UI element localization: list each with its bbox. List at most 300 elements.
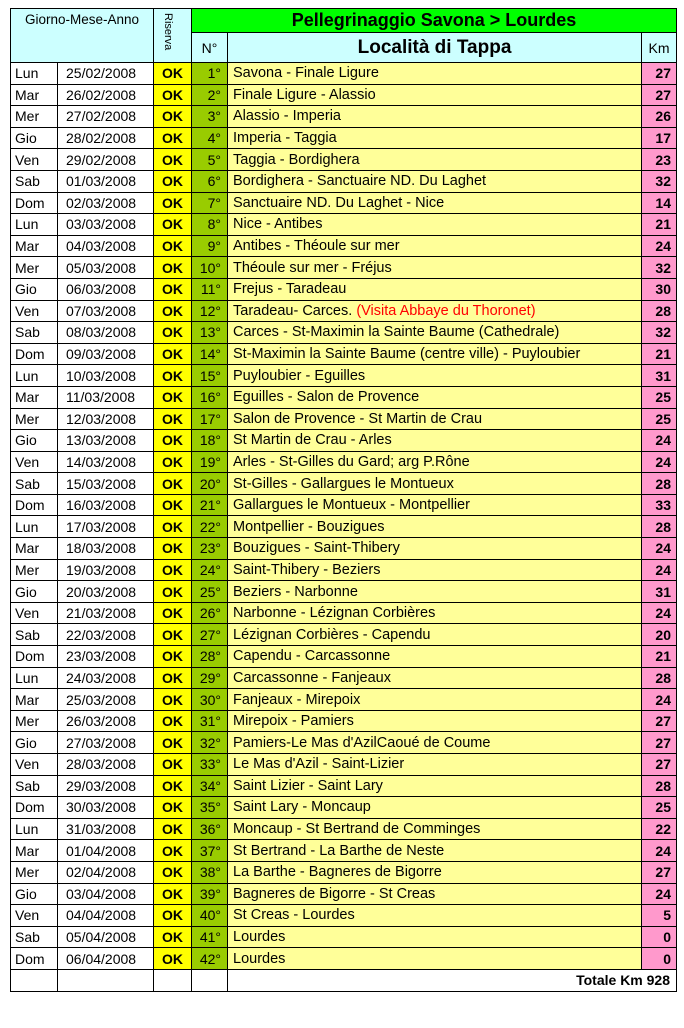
riserva-ok-cell: OK [154, 905, 192, 927]
table-row [11, 559, 677, 581]
route-text: Pamiers-Le Mas d'AzilCaoué de Coume [233, 734, 491, 751]
stage-number-cell: 20° [192, 473, 228, 495]
km-cell: 22 [642, 818, 677, 840]
km-cell: 24 [642, 559, 677, 581]
table-row [11, 451, 677, 473]
day-cell: Mar [11, 689, 58, 711]
route-cell [228, 451, 642, 473]
km-cell: 24 [642, 430, 677, 452]
riserva-ok-cell: OK [154, 214, 192, 236]
date-cell: 06/04/2008 [58, 948, 154, 970]
riserva-ok-cell: OK [154, 473, 192, 495]
stage-number-cell: 42° [192, 948, 228, 970]
table-row [11, 797, 677, 819]
route-text: La Barthe - Bagneres de Bigorre [233, 864, 442, 881]
route-text: Antibes - Théoule sur mer [233, 238, 400, 255]
date-cell: 25/03/2008 [58, 689, 154, 711]
riserva-ok-cell: OK [154, 861, 192, 883]
km-cell: 23 [642, 149, 677, 171]
riserva-ok-cell: OK [154, 732, 192, 754]
route-text: Sanctuaire ND. Du Laghet - Nice [233, 194, 445, 211]
km-cell: 27 [642, 861, 677, 883]
km-cell: 0 [642, 926, 677, 948]
date-cell: 16/03/2008 [58, 494, 154, 516]
day-cell: Gio [11, 127, 58, 149]
stage-number-cell: 6° [192, 170, 228, 192]
header-giorno-mese-anno: Giorno-Mese-Anno [11, 9, 154, 63]
table-row [11, 861, 677, 883]
day-cell: Dom [11, 192, 58, 214]
day-cell: Mer [11, 710, 58, 732]
route-cell [228, 235, 642, 257]
day-cell: Mer [11, 408, 58, 430]
riserva-ok-cell: OK [154, 624, 192, 646]
route-cell [228, 602, 642, 624]
route-cell [228, 214, 642, 236]
route-cell [228, 624, 642, 646]
stage-number-cell: 41° [192, 926, 228, 948]
table-row [11, 322, 677, 344]
stage-number-cell: 17° [192, 408, 228, 430]
day-cell: Ven [11, 300, 58, 322]
riserva-ok-cell: OK [154, 106, 192, 128]
stage-number-cell: 18° [192, 430, 228, 452]
km-cell: 24 [642, 538, 677, 560]
stage-number-cell: 19° [192, 451, 228, 473]
riserva-ok-cell: OK [154, 149, 192, 171]
date-cell: 25/02/2008 [58, 63, 154, 85]
day-cell: Lun [11, 516, 58, 538]
day-cell: Dom [11, 797, 58, 819]
route-text: Carcassonne - Fanjeaux [233, 669, 391, 686]
km-cell: 0 [642, 948, 677, 970]
km-cell: 25 [642, 408, 677, 430]
route-text: Finale Ligure - Alassio [233, 86, 376, 103]
km-cell: 30 [642, 278, 677, 300]
route-text: Saint Lizier - Saint Lary [233, 777, 383, 794]
date-cell: 11/03/2008 [58, 386, 154, 408]
table-row [11, 430, 677, 452]
table-row [11, 257, 677, 279]
date-cell: 30/03/2008 [58, 797, 154, 819]
total-km: Totale Km 928 [228, 969, 677, 991]
stage-number-cell: 4° [192, 127, 228, 149]
stage-number-cell: 33° [192, 754, 228, 776]
day-cell: Mer [11, 257, 58, 279]
table-row [11, 883, 677, 905]
route-cell [228, 775, 642, 797]
stage-number-cell: 24° [192, 559, 228, 581]
km-cell: 24 [642, 883, 677, 905]
route-cell [228, 667, 642, 689]
km-cell: 28 [642, 473, 677, 495]
stage-number-cell: 14° [192, 343, 228, 365]
table-row [11, 602, 677, 624]
stage-number-cell: 29° [192, 667, 228, 689]
route-cell [228, 343, 642, 365]
stage-number-cell: 34° [192, 775, 228, 797]
route-text: Imperia - Taggia [233, 130, 337, 147]
km-cell: 25 [642, 386, 677, 408]
day-cell: Gio [11, 278, 58, 300]
date-cell: 28/03/2008 [58, 754, 154, 776]
day-cell: Mer [11, 861, 58, 883]
km-cell: 24 [642, 602, 677, 624]
route-text: Beziers - Narbonne [233, 583, 358, 600]
route-text: Puyloubier - Eguilles [233, 367, 366, 384]
route-text: Bouzigues - Saint-Thibery [233, 540, 400, 557]
km-cell: 28 [642, 300, 677, 322]
total-blank-cell [192, 969, 228, 991]
km-cell: 31 [642, 365, 677, 387]
itinerary-table [10, 8, 677, 992]
route-cell [228, 840, 642, 862]
km-cell: 24 [642, 689, 677, 711]
riserva-ok-cell: OK [154, 840, 192, 862]
route-cell [228, 494, 642, 516]
date-cell: 02/03/2008 [58, 192, 154, 214]
table-row [11, 408, 677, 430]
km-cell: 28 [642, 775, 677, 797]
stage-number-cell: 32° [192, 732, 228, 754]
km-cell: 31 [642, 581, 677, 603]
route-cell [228, 473, 642, 495]
table-row [11, 149, 677, 171]
route-text: St Bertrand - La Barthe de Neste [233, 842, 445, 859]
riserva-ok-cell: OK [154, 754, 192, 776]
route-cell [228, 905, 642, 927]
route-text: Salon de Provence - St Martin de Crau [233, 410, 483, 427]
table-row [11, 926, 677, 948]
date-cell: 26/02/2008 [58, 84, 154, 106]
km-cell: 32 [642, 257, 677, 279]
riserva-ok-cell: OK [154, 883, 192, 905]
day-cell: Mar [11, 84, 58, 106]
day-cell: Lun [11, 818, 58, 840]
route-cell [228, 559, 642, 581]
date-cell: 18/03/2008 [58, 538, 154, 560]
route-cell [228, 538, 642, 560]
day-cell: Dom [11, 494, 58, 516]
riserva-ok-cell: OK [154, 322, 192, 344]
km-cell: 27 [642, 732, 677, 754]
table-row [11, 516, 677, 538]
table-row [11, 63, 677, 85]
day-cell: Ven [11, 905, 58, 927]
day-cell: Sab [11, 322, 58, 344]
date-cell: 09/03/2008 [58, 343, 154, 365]
route-text: Arles - St-Gilles du Gard; arg P.Rône [233, 453, 470, 470]
day-cell: Sab [11, 624, 58, 646]
date-cell: 29/02/2008 [58, 149, 154, 171]
km-cell: 28 [642, 516, 677, 538]
table-row [11, 386, 677, 408]
km-cell: 33 [642, 494, 677, 516]
table-row [11, 343, 677, 365]
route-text: Savona - Finale Ligure [233, 65, 379, 82]
route-cell [228, 732, 642, 754]
total-row [11, 969, 677, 991]
route-text: Lourdes [233, 950, 286, 967]
stage-number-cell: 7° [192, 192, 228, 214]
day-cell: Mer [11, 559, 58, 581]
riserva-ok-cell: OK [154, 63, 192, 85]
table-row [11, 646, 677, 668]
day-cell: Lun [11, 667, 58, 689]
day-cell: Ven [11, 754, 58, 776]
stage-number-cell: 39° [192, 883, 228, 905]
riserva-ok-cell: OK [154, 84, 192, 106]
route-note: (Visita Abbaye du Thoronet) [356, 302, 536, 319]
date-cell: 22/03/2008 [58, 624, 154, 646]
km-cell: 21 [642, 646, 677, 668]
km-cell: 14 [642, 192, 677, 214]
route-cell [228, 797, 642, 819]
route-text: Narbonne - Lézignan Corbières [233, 605, 436, 622]
date-cell: 04/03/2008 [58, 235, 154, 257]
table-row [11, 278, 677, 300]
route-cell [228, 430, 642, 452]
day-cell: Ven [11, 602, 58, 624]
riserva-ok-cell: OK [154, 365, 192, 387]
route-cell [228, 710, 642, 732]
day-cell: Dom [11, 343, 58, 365]
stage-number-cell: 16° [192, 386, 228, 408]
total-blank-cell [11, 969, 58, 991]
stage-number-cell: 10° [192, 257, 228, 279]
route-cell [228, 646, 642, 668]
route-text: Nice - Antibes [233, 216, 323, 233]
route-cell [228, 883, 642, 905]
riserva-ok-cell: OK [154, 926, 192, 948]
stage-number-cell: 23° [192, 538, 228, 560]
date-cell: 27/02/2008 [58, 106, 154, 128]
route-text: Montpellier - Bouzigues [233, 518, 385, 535]
total-blank-cell [58, 969, 154, 991]
stage-number-cell: 31° [192, 710, 228, 732]
table-row [11, 192, 677, 214]
date-cell: 27/03/2008 [58, 732, 154, 754]
route-text: Capendu - Carcassonne [233, 648, 391, 665]
stage-number-cell: 26° [192, 602, 228, 624]
stage-number-cell: 15° [192, 365, 228, 387]
date-cell: 06/03/2008 [58, 278, 154, 300]
day-cell: Mar [11, 840, 58, 862]
riserva-ok-cell: OK [154, 948, 192, 970]
stage-number-cell: 12° [192, 300, 228, 322]
table-row [11, 905, 677, 927]
route-cell [228, 861, 642, 883]
header-numero: N° [192, 33, 228, 63]
km-cell: 28 [642, 667, 677, 689]
route-cell [228, 926, 642, 948]
date-cell: 23/03/2008 [58, 646, 154, 668]
stage-number-cell: 36° [192, 818, 228, 840]
table-row [11, 581, 677, 603]
day-cell: Gio [11, 430, 58, 452]
date-cell: 26/03/2008 [58, 710, 154, 732]
route-text: Carces - St-Maximin la Sainte Baume (Cathedrale) [233, 324, 560, 341]
day-cell: Mer [11, 106, 58, 128]
date-cell: 03/03/2008 [58, 214, 154, 236]
date-cell: 28/02/2008 [58, 127, 154, 149]
table-row [11, 732, 677, 754]
route-cell [228, 581, 642, 603]
stage-number-cell: 11° [192, 278, 228, 300]
route-cell [228, 322, 642, 344]
day-cell: Mar [11, 538, 58, 560]
table-row [11, 624, 677, 646]
riserva-ok-cell: OK [154, 170, 192, 192]
day-cell: Ven [11, 149, 58, 171]
riserva-ok-cell: OK [154, 775, 192, 797]
stage-number-cell: 37° [192, 840, 228, 862]
km-cell: 24 [642, 451, 677, 473]
route-cell [228, 170, 642, 192]
stage-number-cell: 13° [192, 322, 228, 344]
stage-number-cell: 3° [192, 106, 228, 128]
header-localita: Località di Tappa [228, 33, 642, 63]
day-cell: Ven [11, 451, 58, 473]
riserva-ok-cell: OK [154, 602, 192, 624]
day-cell: Gio [11, 732, 58, 754]
route-text: Fanjeaux - Mirepoix [233, 691, 361, 708]
riserva-ok-cell: OK [154, 559, 192, 581]
stage-number-cell: 28° [192, 646, 228, 668]
route-text: St Creas - Lourdes [233, 907, 355, 924]
route-cell [228, 106, 642, 128]
route-cell [228, 278, 642, 300]
riserva-ok-cell: OK [154, 538, 192, 560]
route-cell [228, 257, 642, 279]
km-cell: 27 [642, 84, 677, 106]
route-text: Gallargues le Montueux - Montpellier [233, 497, 470, 514]
day-cell: Gio [11, 581, 58, 603]
riserva-ok-cell: OK [154, 278, 192, 300]
route-text: Taggia - Bordighera [233, 151, 360, 168]
route-text: Alassio - Imperia [233, 108, 341, 125]
route-cell [228, 516, 642, 538]
date-cell: 07/03/2008 [58, 300, 154, 322]
riserva-ok-cell: OK [154, 257, 192, 279]
date-cell: 17/03/2008 [58, 516, 154, 538]
table-row [11, 365, 677, 387]
stage-number-cell: 21° [192, 494, 228, 516]
table-row [11, 214, 677, 236]
route-text: St-Gilles - Gallargues le Montueux [233, 475, 454, 492]
date-cell: 14/03/2008 [58, 451, 154, 473]
day-cell: Lun [11, 214, 58, 236]
route-text: Saint-Thibery - Beziers [233, 561, 381, 578]
riserva-ok-cell: OK [154, 710, 192, 732]
route-cell [228, 408, 642, 430]
date-cell: 13/03/2008 [58, 430, 154, 452]
table-row [11, 840, 677, 862]
riserva-ok-cell: OK [154, 581, 192, 603]
route-cell [228, 754, 642, 776]
riserva-ok-cell: OK [154, 300, 192, 322]
km-cell: 21 [642, 343, 677, 365]
date-cell: 01/03/2008 [58, 170, 154, 192]
km-cell: 26 [642, 106, 677, 128]
stage-number-cell: 9° [192, 235, 228, 257]
date-cell: 08/03/2008 [58, 322, 154, 344]
table-row [11, 689, 677, 711]
date-cell: 21/03/2008 [58, 602, 154, 624]
route-cell [228, 192, 642, 214]
stage-number-cell: 5° [192, 149, 228, 171]
stage-number-cell: 1° [192, 63, 228, 85]
table-row [11, 818, 677, 840]
km-cell: 27 [642, 63, 677, 85]
km-cell: 25 [642, 797, 677, 819]
date-cell: 20/03/2008 [58, 581, 154, 603]
date-cell: 05/03/2008 [58, 257, 154, 279]
table-row [11, 667, 677, 689]
route-cell [228, 84, 642, 106]
route-text: Saint Lary - Moncaup [233, 799, 371, 816]
day-cell: Sab [11, 775, 58, 797]
day-cell: Dom [11, 948, 58, 970]
date-cell: 04/04/2008 [58, 905, 154, 927]
riserva-ok-cell: OK [154, 818, 192, 840]
date-cell: 05/04/2008 [58, 926, 154, 948]
stage-number-cell: 2° [192, 84, 228, 106]
route-text: Le Mas d'Azil - Saint-Lizier [233, 756, 405, 773]
route-text: Eguilles - Salon de Provence [233, 389, 420, 406]
route-text: St Martin de Crau - Arles [233, 432, 392, 449]
riserva-ok-cell: OK [154, 667, 192, 689]
table-row [11, 170, 677, 192]
km-cell: 21 [642, 214, 677, 236]
date-cell: 31/03/2008 [58, 818, 154, 840]
day-cell: Sab [11, 473, 58, 495]
riserva-ok-cell: OK [154, 451, 192, 473]
riserva-ok-cell: OK [154, 646, 192, 668]
header-km: Km [642, 33, 677, 63]
riserva-ok-cell: OK [154, 192, 192, 214]
day-cell: Mar [11, 386, 58, 408]
date-cell: 24/03/2008 [58, 667, 154, 689]
table-row [11, 84, 677, 106]
date-cell: 29/03/2008 [58, 775, 154, 797]
table-row [11, 127, 677, 149]
header-riserva-label: Riserva [162, 13, 174, 51]
stage-number-cell: 38° [192, 861, 228, 883]
km-cell: 32 [642, 322, 677, 344]
riserva-ok-cell: OK [154, 494, 192, 516]
stage-number-cell: 25° [192, 581, 228, 603]
stage-number-cell: 40° [192, 905, 228, 927]
route-text: Taradeau- Carces. [233, 302, 353, 319]
route-cell [228, 818, 642, 840]
km-cell: 17 [642, 127, 677, 149]
route-cell [228, 63, 642, 85]
riserva-ok-cell: OK [154, 430, 192, 452]
table-row [11, 775, 677, 797]
route-text: Bagneres de Bigorre - St Creas [233, 885, 436, 902]
riserva-ok-cell: OK [154, 343, 192, 365]
riserva-ok-cell: OK [154, 797, 192, 819]
route-text: Lézignan Corbières - Capendu [233, 626, 431, 643]
date-cell: 01/04/2008 [58, 840, 154, 862]
km-cell: 27 [642, 754, 677, 776]
route-text: St-Maximin la Sainte Baume (centre ville) - Puyloubier [233, 346, 581, 363]
route-cell [228, 149, 642, 171]
riserva-ok-cell: OK [154, 516, 192, 538]
stage-number-cell: 30° [192, 689, 228, 711]
route-text: Théoule sur mer - Fréjus [233, 259, 392, 276]
